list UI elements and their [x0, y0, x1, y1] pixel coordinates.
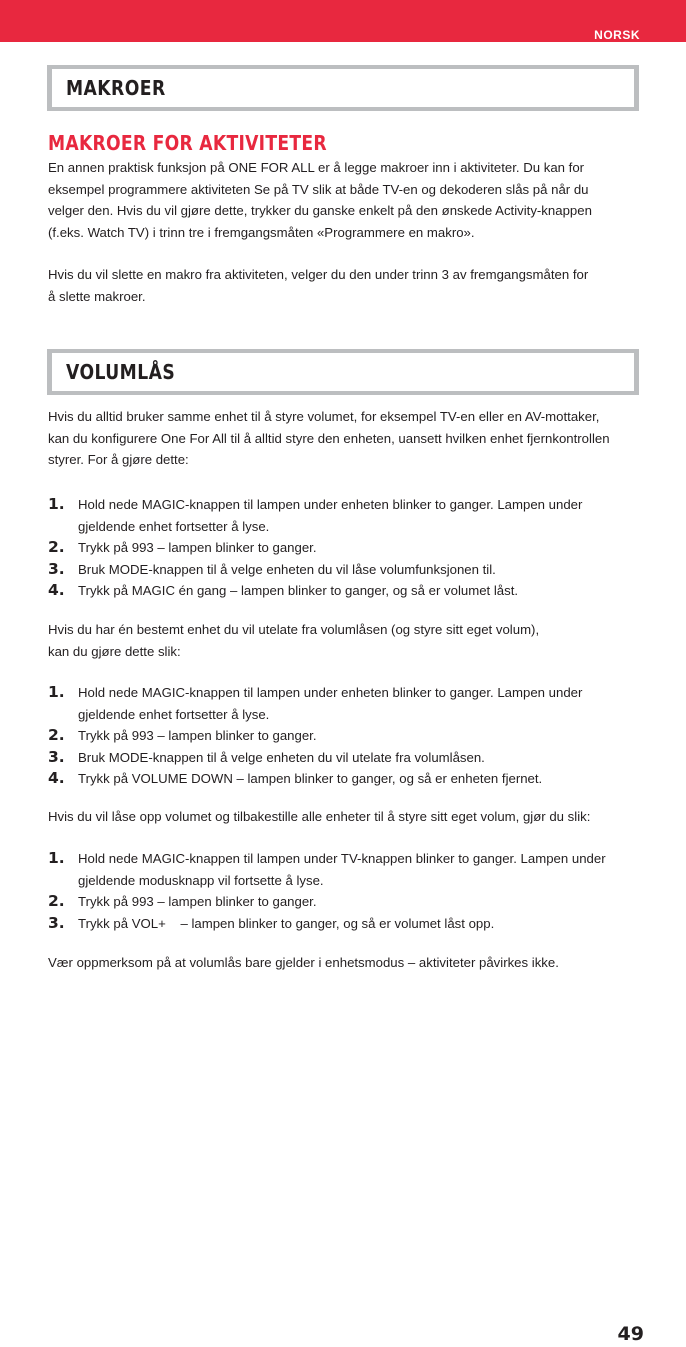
paragraph-aktiviteter-1	[48, 157, 648, 243]
list-item	[48, 747, 648, 769]
text-line: Hvis du vil slette en makro fra aktiviteten, velger du den under trinn 3 av fremgangsmåten for	[48, 267, 589, 282]
step-text: Hold nede MAGIC-knappen til lampen under TV-knappen blinker to ganger. Lampen under	[78, 851, 606, 866]
section-title-makroer: MAKROER	[66, 76, 166, 100]
step-number: 1.	[48, 495, 65, 513]
step-text: Hold nede MAGIC-knappen til lampen under enheten blinker to ganger. Lampen under	[78, 497, 583, 512]
page-number: 49	[617, 1323, 644, 1345]
step-text: Hold nede MAGIC-knappen til lampen under enheten blinker to ganger. Lampen under	[78, 685, 583, 700]
step-text: Trykk på MAGIC én gang – lampen blinker to ganger, og så er volumet låst.	[78, 583, 519, 598]
step-list-lock	[48, 494, 648, 602]
list-item	[48, 891, 648, 913]
step-number: 1.	[48, 849, 65, 867]
list-item	[48, 725, 648, 747]
step-number: 2.	[48, 892, 65, 910]
list-item	[48, 580, 648, 602]
text-line: kan du gjøre dette slik:	[48, 643, 181, 659]
step-text: gjeldende modusknapp vil fortsette å lyse.	[78, 872, 324, 888]
top-bar	[0, 0, 686, 42]
step-number: 4.	[48, 769, 65, 787]
section-title-volumlas: VOLUMLÅS	[66, 360, 176, 384]
text-line: kan du konfigurere One For All til å alltid styre den enheten, uansett hvilken enhet fjernkontrollen	[48, 430, 610, 446]
text-line: eksempel programmere aktiviteten Se på TV slik at både TV-en og dekoderen slås på når du	[48, 181, 589, 197]
list-item	[48, 537, 648, 559]
paragraph-volumlas-exclude	[48, 619, 648, 662]
step-list-exclude	[48, 682, 648, 790]
step-text: gjeldende enhet fortsetter å lyse.	[78, 706, 270, 722]
paragraph-aktiviteter-2	[48, 264, 648, 307]
step-text: Trykk på 993 – lampen blinker to ganger.	[78, 728, 317, 743]
step-number: 2.	[48, 726, 65, 744]
language-label: NORSK	[594, 28, 640, 42]
paragraph-volumlas-unlock	[48, 806, 648, 828]
list-item	[48, 848, 648, 891]
text-line: En annen praktisk funksjon på ONE FOR ALL er å legge makroer inn i aktiviteter. Du kan for	[48, 160, 585, 175]
subheading-makroer-for-aktiviteter: MAKROER FOR AKTIVITETER	[48, 131, 327, 155]
step-text: Bruk MODE-knappen til å velge enheten du vil låse volumfunksjonen til.	[78, 561, 496, 577]
step-number: 2.	[48, 538, 65, 556]
step-text: Bruk MODE-knappen til å velge enheten du vil utelate fra volumlåsen.	[78, 749, 485, 765]
text-line: Hvis du alltid bruker samme enhet til å styre volumet, for eksempel TV-en eller en AV-mottaker,	[48, 409, 600, 424]
text-line: (f.eks. Watch TV) i trinn tre i fremgangsmåten «Programmere en makro».	[48, 224, 475, 240]
section-header-volumlas	[47, 349, 639, 395]
text-line: styrer. For å gjøre dette:	[48, 452, 189, 467]
step-number: 3.	[48, 913, 65, 932]
section-header-makroer	[47, 65, 639, 111]
step-text: Trykk på VOLUME DOWN – lampen blinker to ganger, og så er enheten fjernet.	[78, 771, 543, 786]
step-number: 1.	[48, 683, 65, 701]
step-list-unlock	[48, 848, 648, 934]
list-item	[48, 559, 648, 581]
step-text: gjeldende enhet fortsetter å lyse.	[78, 518, 270, 534]
list-item	[48, 682, 648, 725]
text-line: Hvis du vil låse opp volumet og tilbakestille alle enheter til å styre sitt eget volum, gjør du slik:	[48, 809, 591, 824]
step-number: 3.	[48, 747, 65, 766]
text-line: Vær oppmerksom på at volumlås bare gjelder i enhetsmodus – aktiviteter påvirkes ikke.	[48, 955, 559, 970]
step-text: Trykk på VOL+ – lampen blinker to ganger, og så er volumet låst opp.	[78, 915, 495, 931]
paragraph-volumlas-intro	[48, 406, 648, 471]
step-text: Trykk på 993 – lampen blinker to ganger.	[78, 540, 317, 555]
paragraph-volumlas-note	[48, 952, 648, 974]
text-line: å slette makroer.	[48, 288, 146, 304]
list-item	[48, 768, 648, 790]
step-number: 3.	[48, 559, 65, 578]
step-number: 4.	[48, 581, 65, 599]
list-item	[48, 913, 648, 935]
text-line: Hvis du har én bestemt enhet du vil utelate fra volumlåsen (og styre sitt eget volum),	[48, 622, 540, 637]
list-item	[48, 494, 648, 537]
step-text: Trykk på 993 – lampen blinker to ganger.	[78, 894, 317, 909]
text-line: velger den. Hvis du vil gjøre dette, trykker du ganske enkelt på den ønskede Activity-knappen	[48, 203, 592, 218]
